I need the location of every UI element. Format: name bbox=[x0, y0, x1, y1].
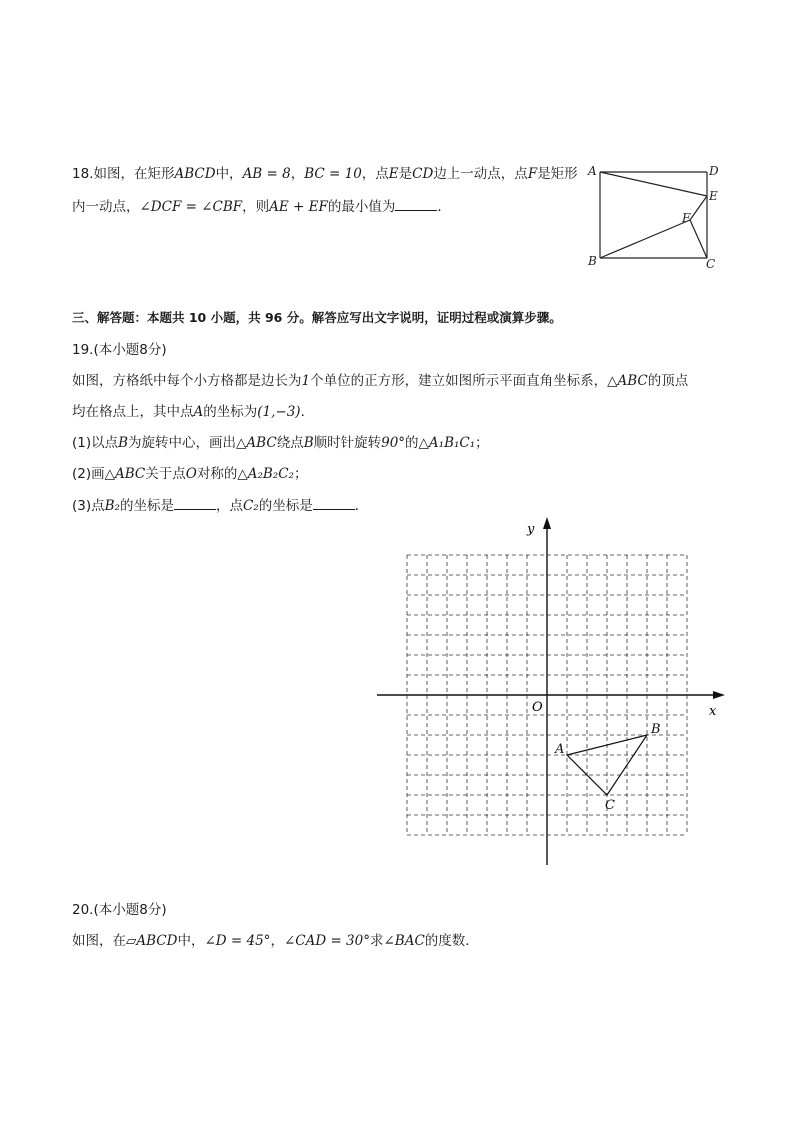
x-axis-label: x bbox=[709, 704, 717, 719]
parallelogram-abcd: ▱ABCD bbox=[126, 933, 178, 949]
segment-ae bbox=[600, 172, 707, 196]
b2-answer-blank bbox=[174, 495, 216, 510]
coordinate-a: (1,−3) bbox=[257, 404, 301, 420]
c2-answer-blank bbox=[313, 495, 355, 510]
q18-line1: 18.如图，在矩形ABCD中，AB = 8，BC = 10，点E是CD边上一动点，点F是矩形 bbox=[72, 166, 578, 182]
q18-line2: 内一动点，∠DCF = ∠CBF，则AE + EF的最小值为 ． bbox=[72, 196, 451, 217]
segment-bf bbox=[600, 220, 690, 258]
vertex-label-a: A bbox=[555, 742, 565, 757]
q18-number: 18. bbox=[72, 166, 94, 182]
label-d: D bbox=[709, 164, 719, 178]
coordinate-grid-figure bbox=[370, 515, 730, 870]
answer-blank bbox=[395, 196, 437, 211]
label-a: A bbox=[588, 164, 597, 178]
q19-part3: (3)点B₂的坐标是 ，点C₂的坐标是 ． bbox=[72, 495, 368, 516]
y-axis-arrow bbox=[543, 517, 551, 529]
q19-header: 19.(本小题8分) bbox=[72, 342, 167, 358]
label-e: E bbox=[709, 189, 718, 203]
segment-ef bbox=[690, 196, 707, 220]
triangle-a2b2c2: △A₂B₂C₂ bbox=[237, 466, 294, 482]
q20-header: 20.(本小题8分) bbox=[72, 902, 167, 918]
q20-line1: 如图，在▱ABCD中，∠D = 45°，∠CAD = 30°求∠BAC的度数． bbox=[72, 933, 479, 949]
q19-part1: (1)以点B为旋转中心，画出△ABC绕点B顺时针旋转90°的△A₁B₁C₁； bbox=[72, 435, 489, 451]
segment-fc bbox=[690, 220, 707, 258]
angle-equation: ∠DCF = ∠CBF bbox=[139, 199, 243, 215]
x-axis-arrow bbox=[713, 691, 725, 699]
ab-equation: AB = 8 bbox=[242, 166, 291, 182]
q19-part2: (2)画△ABC关于点O对称的△A₂B₂C₂； bbox=[72, 466, 308, 482]
y-axis-label: y bbox=[527, 522, 535, 537]
q18-rectangle-figure bbox=[580, 160, 730, 272]
label-b: B bbox=[588, 254, 597, 268]
q19-line1: 如图，方格纸中每个小方格都是边长为1个单位的正方形，建立如图所示平面直角坐标系，△ABC的顶点 bbox=[72, 373, 689, 389]
triangle-abc: △ABC bbox=[607, 373, 648, 389]
origin-label: O bbox=[532, 700, 543, 715]
vertex-label-c: C bbox=[605, 798, 615, 813]
section-heading: 三、解答题：本题共 10 小题，共 96 分。解答应写出文字说明，证明过程或演算步骤。 bbox=[72, 310, 562, 325]
axes bbox=[377, 517, 725, 865]
label-c: C bbox=[706, 257, 716, 271]
rect-name: ABCD bbox=[174, 166, 216, 182]
q19-line2: 均在格点上，其中点A的坐标为(1,−3)． bbox=[72, 404, 315, 420]
label-f: F bbox=[682, 211, 691, 225]
min-expression: AE + EF bbox=[269, 199, 328, 215]
vertex-label-b: B bbox=[651, 722, 661, 737]
bc-equation: BC = 10 bbox=[304, 166, 362, 182]
triangle-a1b1c1: △A₁B₁C₁ bbox=[418, 435, 476, 451]
